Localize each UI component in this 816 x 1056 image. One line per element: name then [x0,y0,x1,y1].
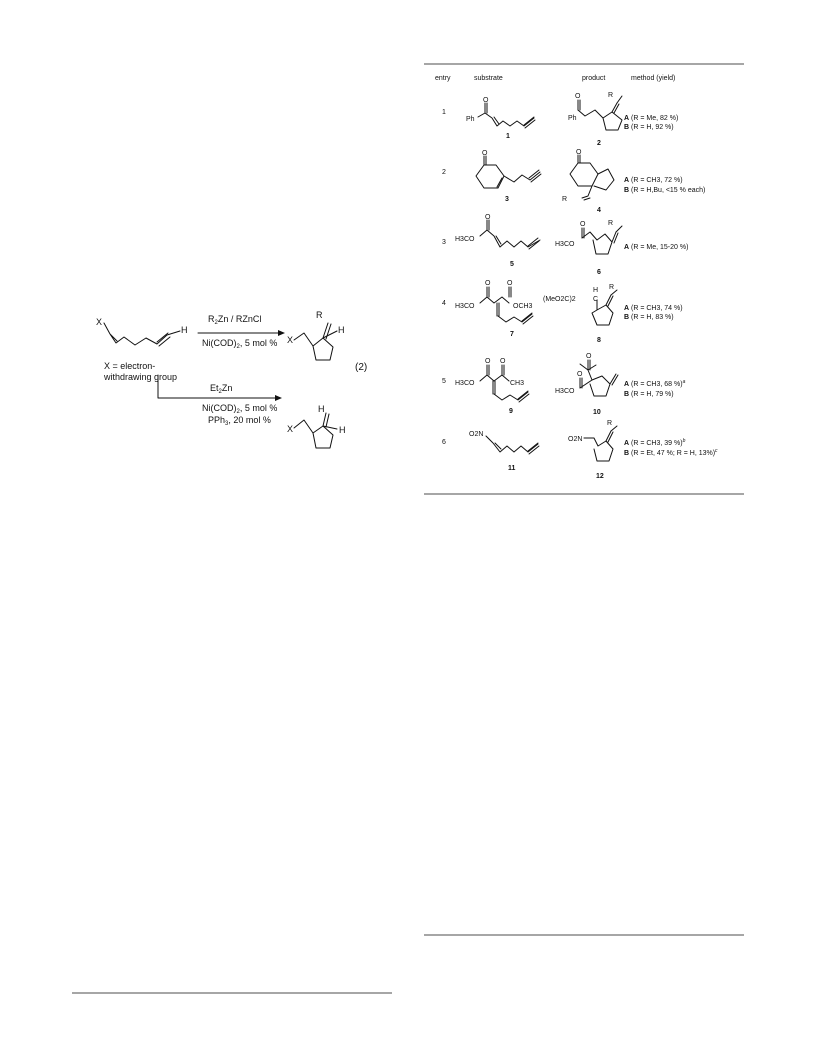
product-r-label: R [609,284,615,291]
entry-number: 3 [442,239,446,246]
product-r-label: R [608,220,614,227]
product-2-structure [568,92,622,130]
result-b: B (R = H, 79 %) [624,391,674,398]
table-row [442,214,688,276]
svg-text:O: O [507,280,513,287]
substrate-h3co-label: H3CO [455,380,475,387]
substrate-ch3-label: CH3 [510,380,525,387]
svg-text:O: O [575,93,581,100]
header-substrate: substrate [474,75,503,82]
substrate-9-structure [455,358,529,402]
results-table [424,64,744,494]
svg-text:O: O [500,358,506,365]
substrate-h3co-label: H3CO [455,236,475,243]
product-number: 10 [593,409,601,416]
product-6-structure [555,220,622,254]
substrate-11-structure [469,431,539,454]
upper-product-x: X [287,335,294,345]
substrate-3-structure [476,150,541,188]
product-number: 4 [597,207,601,214]
lower-product-h2: H [339,425,346,435]
product-r-label: R [608,92,614,99]
lower-product-h1: H [318,404,325,414]
product-h-label: H [593,287,599,294]
upper-catalyst: $Ni(COD)_2$, 5 mol % [202,338,278,350]
product-number: 8 [597,337,601,344]
substrate-ph-label: Ph [466,116,475,123]
upper-product-structure [287,310,345,360]
substrate-5-structure [455,214,540,249]
svg-text:O: O [576,149,582,156]
table-row [442,353,686,416]
upper-reagent: $R_2Zn$ / RZnCl [208,314,262,326]
substrate-o2n-label: O2N [469,431,484,438]
product-c-label: C [593,296,599,303]
lower-reagent: $Et_2Zn$ [210,383,233,395]
product-r-label: R [607,420,613,427]
table-row [442,280,683,344]
result-a: A (R = Me, 82 %) [624,115,679,122]
svg-text:O: O [580,221,586,228]
lower-product-structure [287,404,346,448]
result-a: A (R = CH3, 72 %) [624,177,683,184]
result-a: A (R = Me, 15-20 %) [624,244,689,251]
product-o2n-label: O2N [568,436,583,443]
substrate-number: 1 [506,133,510,140]
substrate-number: 3 [505,196,509,203]
substrate-number: 11 [508,465,516,472]
product-number: 6 [597,269,601,276]
svg-text:O: O [485,214,491,221]
svg-text:O: O [586,353,592,360]
product-meo2c-label: (MeO2C)2 [543,296,576,303]
result-b: B (R = Et, 47 %; R = H, 13%)$^c$ [624,448,718,457]
reaction-scheme [96,310,367,448]
entry-number: 6 [442,439,446,446]
product-h3co-label: H3CO [555,388,575,395]
product-ph-label: Ph [568,115,577,122]
upper-arrow-head [278,330,285,336]
product-r-label: R [562,196,568,203]
lower-arrow-head [275,395,282,401]
equation-number: (2) [355,362,368,373]
substrate-caption-2: withdrawing group [104,372,178,382]
result-a: A (R = CH3, 68 %)$^a$ [624,379,686,388]
upper-product-h: H [338,325,345,335]
lower-product-x: X [287,424,294,434]
substrate-h3co-label: H3CO [455,303,475,310]
substrate-caption-1: X = electron- [104,361,156,371]
table-row [442,149,705,214]
entry-number: 5 [442,378,446,385]
product-12-structure [568,420,617,461]
svg-text:O: O [482,150,488,157]
substrate-och3-label: OCH3 [513,303,533,310]
substrate-1-structure [466,97,535,128]
product-h3co-label: H3CO [555,241,575,248]
table-row [442,420,718,480]
product-number: 2 [597,140,601,147]
result-a: A (R = CH3, 39 %)$^b$ [624,438,686,447]
substrate-number: 5 [510,261,514,268]
header-product: product [582,75,606,82]
entry-number: 2 [442,169,446,176]
header-entry: entry [435,75,451,82]
result-b: B (R = H,Bu, <15 % each) [624,187,706,194]
product-number: 12 [596,473,604,480]
substrate-7-structure [455,280,533,324]
upper-product-r: R [316,310,323,320]
svg-text:O: O [485,280,491,287]
lower-ligand: PPh$_3$, 20 mol % [208,415,271,427]
result-b: B (R = H, 92 %) [624,124,674,131]
substrate-number: 9 [509,408,513,415]
entry-number: 4 [442,300,446,307]
header-method-yield: method (yield) [631,75,676,82]
product-10-structure [555,353,618,396]
substrate-number: 7 [510,331,514,338]
substrate-h-label: H [181,325,188,335]
result-b: B (R = H, 83 %) [624,314,674,321]
substrate-x-label: X [96,317,103,327]
result-a: A (R = CH3, 74 %) [624,305,683,312]
table-row [442,92,678,147]
svg-text:O: O [485,358,491,365]
substrate-structure [96,317,188,346]
product-4-structure [562,149,614,203]
entry-number: 1 [442,109,446,116]
svg-text:O: O [577,371,583,378]
svg-text:O: O [483,97,489,104]
lower-catalyst: $Ni(COD)_2$, 5 mol % [202,403,278,415]
product-8-structure [543,284,617,325]
